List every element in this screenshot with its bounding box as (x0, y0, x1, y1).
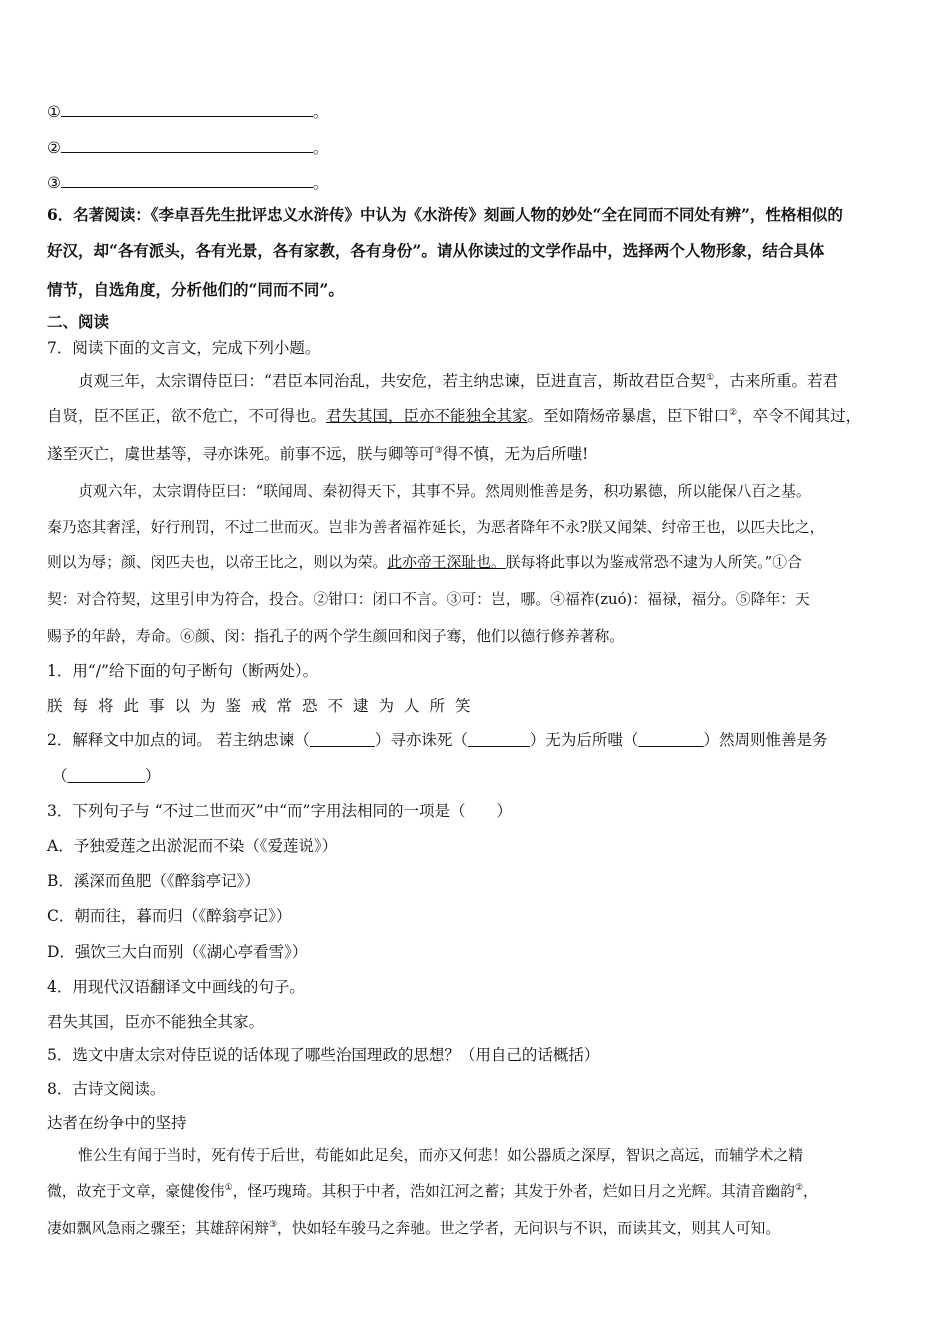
blank-line-1 (47, 101, 910, 123)
passage2-line-2: 秦乃恣其奢淫，好行刑罚，不过二世而灭。岂非为善者福祚延长，为恶者降年不永?朕又闻桀、纣帝王也，以匹夫比之， (47, 519, 825, 536)
blank-marker: ② (47, 139, 61, 157)
answer-blank[interactable] (310, 731, 375, 749)
underlined-sentence: 君失其国，臣亦不能独全其家 (326, 407, 528, 425)
text: ，快如轻车骏马之奔驰。世之学者，无问识与不识，而读其文，则其人可知。 (277, 1220, 781, 1237)
text: 微，故充于文章，豪健俊伟 (47, 1183, 225, 1200)
passage-title: 达者在纷争中的坚持 (47, 1114, 187, 1132)
text: 则以为辱；颜、闵匹夫也，以帝王比之，则以为荣。 (47, 554, 388, 571)
option-d[interactable]: D．强饮三大白而别（《湖心亭看雪》） (47, 943, 308, 961)
answer-blank[interactable] (638, 731, 703, 749)
subquestion-5: 5．选文中唐太宗对侍臣说的话体现了哪些治国理政的思想？（用自己的话概括） (47, 1046, 600, 1064)
text: 贞观三年，太宗谓侍臣曰：“君臣本同治乱，共安危，若主纳忠谏，臣进直言，斯故君臣合契 (78, 372, 706, 390)
subquestion-4: 4．用现代汉语翻译文中画线的句子。 (47, 978, 305, 996)
answer-blank[interactable] (68, 767, 146, 785)
text: ，怪巧瑰琦。其积于中者，浩如江河之蓄；其发于外者，烂如日月之光辉。其清音幽韵 (232, 1183, 795, 1200)
text: ） (145, 767, 161, 785)
q7-intro: 7．阅读下面的文言文，完成下列小题。 (47, 339, 321, 357)
q6-line-1 (47, 204, 910, 226)
q6-line-2: 好汉，却“各有派头，各有光景，各有家教，各有身份”。请从你读过的文学作品中，选择两个人物形象，结合具体 (47, 241, 825, 260)
option-a[interactable]: A．予独爱莲之出淤泥而不染（《爱莲说》） (47, 837, 338, 855)
sentence-to-punctuate: 朕每将此事以为鉴戒常恐不逮为人所笑 (47, 697, 481, 715)
q8-intro: 8．古诗文阅读。 (47, 1080, 166, 1098)
answer-blank[interactable] (468, 731, 530, 749)
text: 遂至灭亡，虞世基等，寻亦诛死。前事不远，朕与卿等可 (47, 445, 435, 463)
blank-line-2 (47, 137, 910, 159)
option-c[interactable]: C．朝而往，暮而归（《醉翁亭记》） (47, 907, 292, 925)
subquestion-3: 3．下列句子与 “不过二世而灭”中“而”字用法相同的一项是（ ） (47, 802, 512, 820)
answer-blank[interactable] (61, 137, 313, 153)
blank-marker: ③ (47, 174, 61, 192)
q6-line-3: 情节，自选角度，分析他们的“同而不同”。 (47, 280, 344, 299)
footnote-marker: ② (794, 1183, 804, 1194)
text: 朕每将此事以为鉴戒常恐不逮为人所笑。”①合 (505, 554, 802, 571)
text: ，卒令不闻其过， (737, 407, 862, 425)
subquestion-2-cont (52, 765, 910, 787)
text: 凄如飘风急雨之骤至；其雄辞闲辩 (47, 1220, 269, 1237)
text: 。至如隋炀帝暴虐，臣下钳口 (527, 407, 730, 425)
passage1-line-1 (47, 370, 910, 392)
blank-line-3 (47, 172, 910, 194)
text: ， (803, 1183, 818, 1200)
option-b[interactable]: B．溪深而鱼肥（《醉翁亭记》） (47, 872, 260, 890)
notes-line-1: 契：对合符契，这里引申为符合，投合。②钳口：闭口不言。③可：岂，哪。④福祚(zuó)：福禄，福分。⑤降年：天 (47, 591, 810, 608)
text: 自贤，臣不匡正，欲不危亡，不可得也。 (47, 407, 327, 425)
passage3-line-3 (47, 1218, 910, 1240)
answer-blank[interactable] (61, 172, 313, 188)
footnote-marker: ② (729, 407, 738, 418)
passage2-line-1: 贞观六年，太宗谓侍臣曰：“联闻周、秦初得天下，其事不异。然周则惟善是务，积功累德，所以能保八百之基。 (78, 483, 811, 500)
subquestion-1: 1．用“/”给下面的句子断句（断两处）。 (47, 662, 319, 680)
footnote-marker: ③ (268, 1220, 278, 1231)
underlined-sentence: 此亦帝王深耻也。 (387, 554, 506, 571)
passage3-line-1: 惟公生有闻于当时，死有传于后世，苟能如此足矣，而亦又何悲！如公器质之深厚，智识之高远，而辅学术之精 (78, 1147, 804, 1164)
passage1-line-3 (47, 443, 910, 465)
section-heading: 二、阅读 (47, 312, 110, 331)
text: ）然周则惟善是务 (703, 731, 828, 749)
question-number: 6． (47, 205, 74, 224)
text: 得不慎，无为后所嗤! (442, 445, 589, 463)
text: ）寻亦诛死（ (374, 731, 468, 749)
blank-end: 。 (312, 174, 329, 192)
blank-end: 。 (312, 103, 329, 121)
footnote-marker: ① (705, 372, 715, 383)
q6-text: 名著阅读：《李卓吾先生批评忠义水浒传》中认为《水浒传》刻画人物的妙处“全在同而不同处有辨”，性格相似的 (73, 205, 843, 224)
passage3-line-2 (47, 1181, 910, 1203)
footnote-marker: ③ (434, 445, 443, 456)
answer-blank[interactable] (61, 101, 313, 117)
subquestion-2 (47, 729, 910, 751)
text: ）无为后所嗤（ (529, 731, 639, 749)
text: 2．解释文中加点的词。 若主纳忠谏（ (47, 731, 310, 749)
footnote-marker: ① (224, 1183, 233, 1194)
text: ，古来所重。若君 (714, 372, 839, 390)
blank-marker: ① (47, 103, 61, 121)
text: （ (52, 767, 68, 785)
passage2-line-3 (47, 552, 910, 574)
sentence-to-translate: 君失其国，臣亦不能独全其家。 (47, 1013, 265, 1031)
notes-line-2: 赐予的年龄，寿命。⑥颜、闵：指孔子的两个学生颜回和闵子骞，他们以德行修养著称。 (47, 628, 625, 645)
blank-end: 。 (312, 139, 329, 157)
passage1-line-2 (47, 405, 910, 427)
